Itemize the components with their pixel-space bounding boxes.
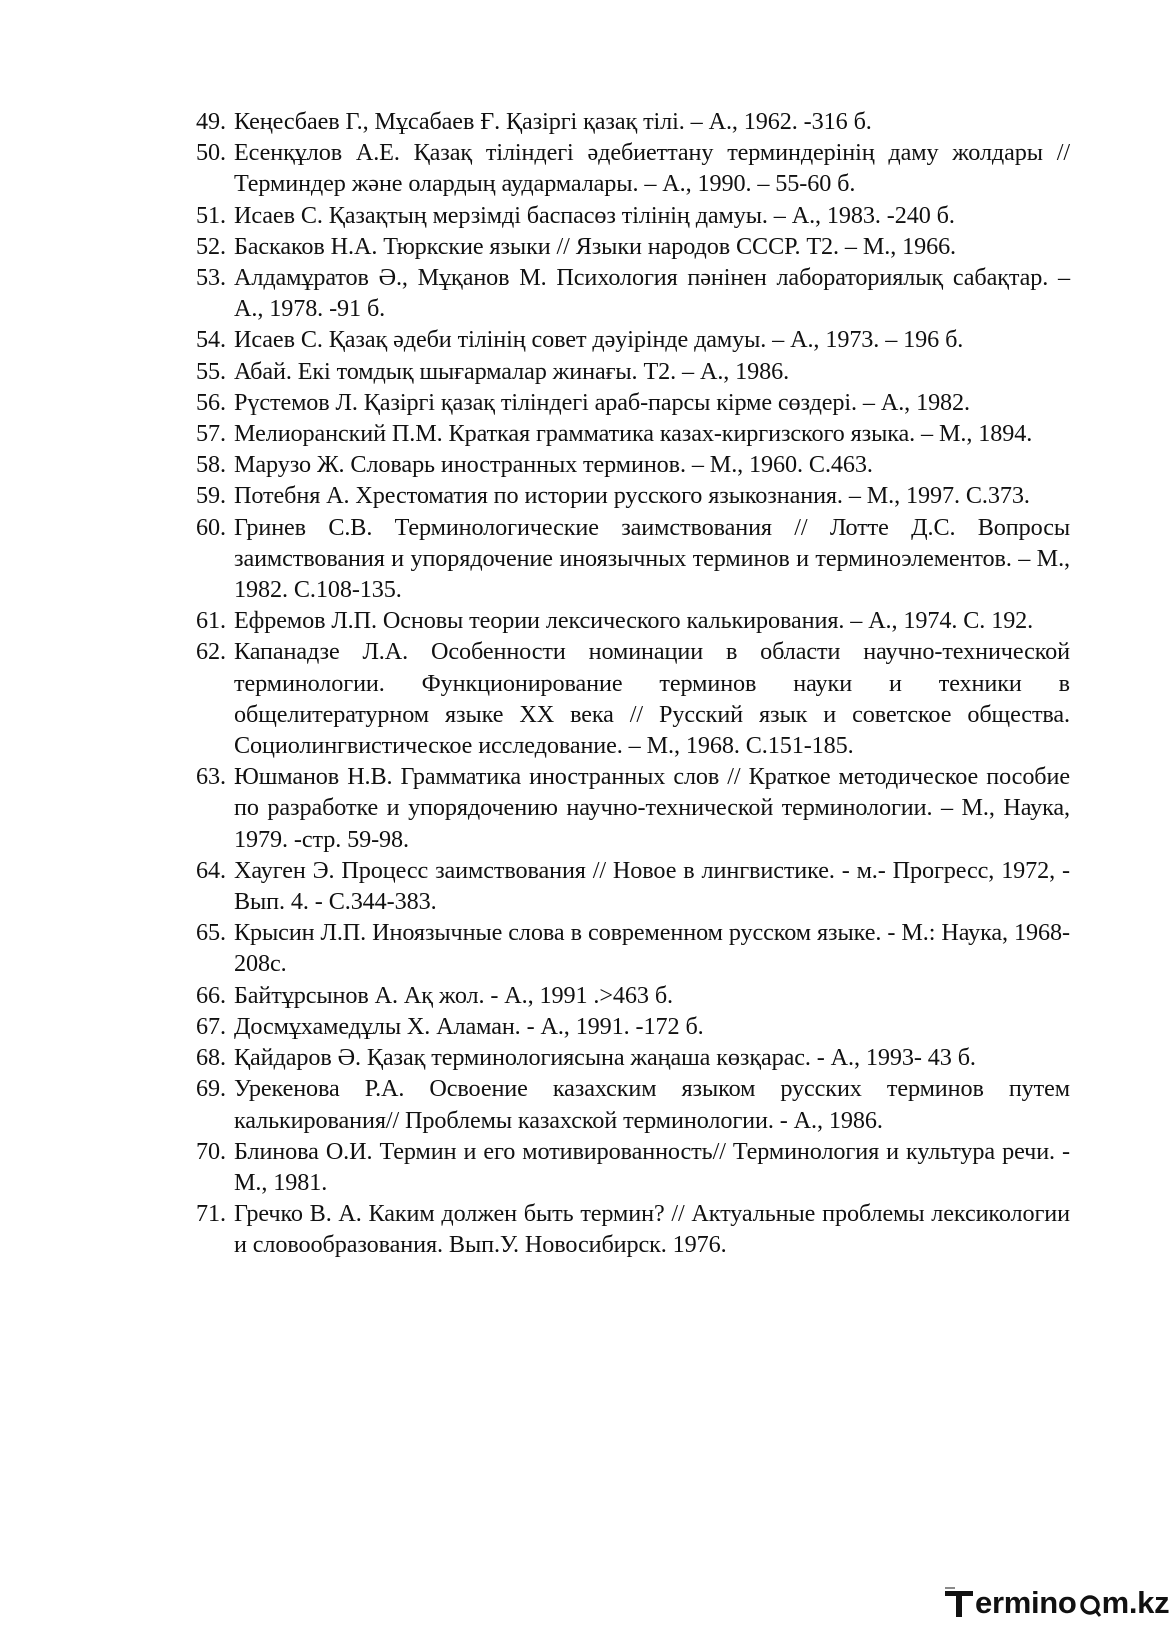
reference-number: 59. <box>196 482 226 510</box>
reference-item <box>196 231 1070 262</box>
reference-text: Абай. Екі томдық шығармалар жинағы. Т2. – А., 1986. <box>234 357 790 385</box>
reference-number: 69. <box>196 1075 226 1103</box>
reference-number: 64. <box>196 856 226 884</box>
letter-t-logo-icon <box>944 1586 974 1620</box>
reference-item <box>196 106 1070 137</box>
reference-text: Ефремов Л.П. Основы теории лексического калькирования. – А., 1974. С. 192. <box>234 607 1034 635</box>
reference-number: 71. <box>196 1200 226 1228</box>
reference-item <box>196 855 1070 917</box>
reference-text: Потебня А. Хрестоматия по истории русского языкознания. – М., 1997. С.373. <box>234 482 1030 510</box>
reference-text: Алдамұратов Ә., Мұқанов М. Психология пәнінен лабораториялық сабақтар. – А., 1978. -91 б. <box>234 264 1070 323</box>
reference-item <box>196 324 1070 355</box>
reference-item <box>196 200 1070 231</box>
reference-number: 49. <box>196 108 226 135</box>
watermark-logo <box>944 1583 1169 1623</box>
reference-number: 66. <box>196 981 226 1009</box>
reference-text: Гречко В. А. Каким должен быть термин? // Актуальные проблемы лексикологии и словообразования. Вып.У. Новосибирск. 1976. <box>234 1200 1070 1259</box>
reference-text: Кеңесбаев Г., Мұсабаев Ғ. Қазіргі қазақ тілі. – А., 1962. -316 б. <box>234 108 872 135</box>
reference-number: 52. <box>196 232 226 260</box>
reference-number: 61. <box>196 607 226 635</box>
reference-item <box>196 512 1070 606</box>
reference-item <box>196 387 1070 418</box>
reference-text: Юшманов Н.В. Грамматика иностранных слов // Краткое методическое пособие по разработке и упорядочению научно-технической терминологии. – М., Наука, 1979. -стр. 59-98. <box>234 763 1070 853</box>
reference-text: Байтұрсынов А. Ақ жол. - А., 1991 .>463 б. <box>234 981 673 1009</box>
reference-number: 63. <box>196 763 226 791</box>
reference-number: 50. <box>196 139 226 167</box>
reference-number: 51. <box>196 201 226 229</box>
reference-item <box>196 356 1070 387</box>
reference-number: 55. <box>196 357 226 385</box>
reference-number: 62. <box>196 638 226 666</box>
reference-text: Хауген Э. Процесс заимствования // Новое в лингвистике. - м.- Прогресс, 1972, - Вып. 4. - С.344-383. <box>234 856 1070 916</box>
reference-item <box>196 980 1070 1011</box>
reference-text: Есенқұлов А.Е. Қазақ тіліндегі әдебиеттану терминдерінің даму жолдары // Терминдер және олардың аудармалары. – А., 1990. – 55-60 б. <box>234 139 1070 198</box>
reference-item <box>196 761 1070 855</box>
reference-text: Досмұхамедұлы Х. Аламан. - А., 1991. -172 б. <box>234 1012 704 1040</box>
reference-item <box>196 1011 1070 1042</box>
reference-item <box>196 262 1070 324</box>
reference-item <box>196 1042 1070 1073</box>
reference-number: 70. <box>196 1137 226 1165</box>
reference-text: Гринев С.В. Терминологические заимствования // Лотте Д.С. Вопросы заимствования и упорядочение иноязычных терминов и терминоэлементов. – М., 1982. С.108-135. <box>234 513 1070 604</box>
reference-text: Исаев С. Қазақтың мерзімді баспасөз тілінің дамуы. – А., 1983. -240 б. <box>234 201 955 229</box>
reference-text: Қайдаров Ә. Қазақ терминологиясына жаңаша көзқарас. - А., 1993- 43 б. <box>234 1044 976 1072</box>
reference-item <box>196 605 1070 636</box>
reference-text: Капанадзе Л.А. Особенности номинации в области научно-технической терминологии. Функционирование терминов науки и техники в общелитературном языке XX века // Русский язык и советское общества. Социолингвистическое исследование. – М., 1968. С.151-185. <box>234 638 1070 760</box>
reference-number: 65. <box>196 919 226 947</box>
reference-text: Урекенова Р.А. Освоение казахским языком русских терминов путем калькирования// Проблемы казахской терминологии. - А., 1986. <box>234 1075 1070 1134</box>
reference-item <box>196 418 1070 449</box>
reference-number: 53. <box>196 264 226 292</box>
reference-text: Баскаков Н.А. Тюркские языки // Языки народов СССР. Т2. – М., 1966. <box>234 232 957 260</box>
reference-item <box>196 917 1070 979</box>
reference-list <box>196 106 1070 1261</box>
reference-number: 68. <box>196 1044 226 1072</box>
reference-number: 54. <box>196 326 226 354</box>
reference-number: 60. <box>196 513 226 541</box>
reference-text: Рүстемов Л. Қазіргі қазақ тіліндегі араб-парсы кірме сөздері. – А., 1982. <box>234 388 970 416</box>
reference-number: 58. <box>196 451 226 479</box>
reference-item <box>196 1073 1070 1135</box>
reference-number: 56. <box>196 388 226 416</box>
reference-text: Исаев С. Қазақ әдеби тілінің совет дәуірінде дамуы. – А., 1973. – 196 б. <box>234 326 964 354</box>
reference-item <box>196 636 1070 761</box>
reference-number: 57. <box>196 420 226 448</box>
reference-item <box>196 1136 1070 1198</box>
reference-text: Марузо Ж. Словарь иностранных терминов. – М., 1960. С.463. <box>234 451 873 479</box>
reference-text: Мелиоранский П.М. Краткая грамматика казах-киргизского языка. – М., 1894. <box>234 420 1033 448</box>
watermark-text-part2: m.kz <box>1101 1585 1169 1620</box>
reference-item <box>196 137 1070 199</box>
reference-item <box>196 449 1070 480</box>
watermark-text-part1: ermino <box>975 1585 1077 1620</box>
reference-text: Блинова О.И. Термин и его мотивированность// Терминология и культура речи. - М., 1981. <box>234 1137 1070 1196</box>
reference-number: 67. <box>196 1012 226 1040</box>
reference-item <box>196 480 1070 511</box>
reference-item <box>196 1198 1070 1260</box>
magnifier-ring-icon <box>1079 1588 1101 1618</box>
reference-text: Крысин Л.П. Иноязычные слова в современном русском языке. - М.: Наука, 1968-208с. <box>234 919 1070 978</box>
